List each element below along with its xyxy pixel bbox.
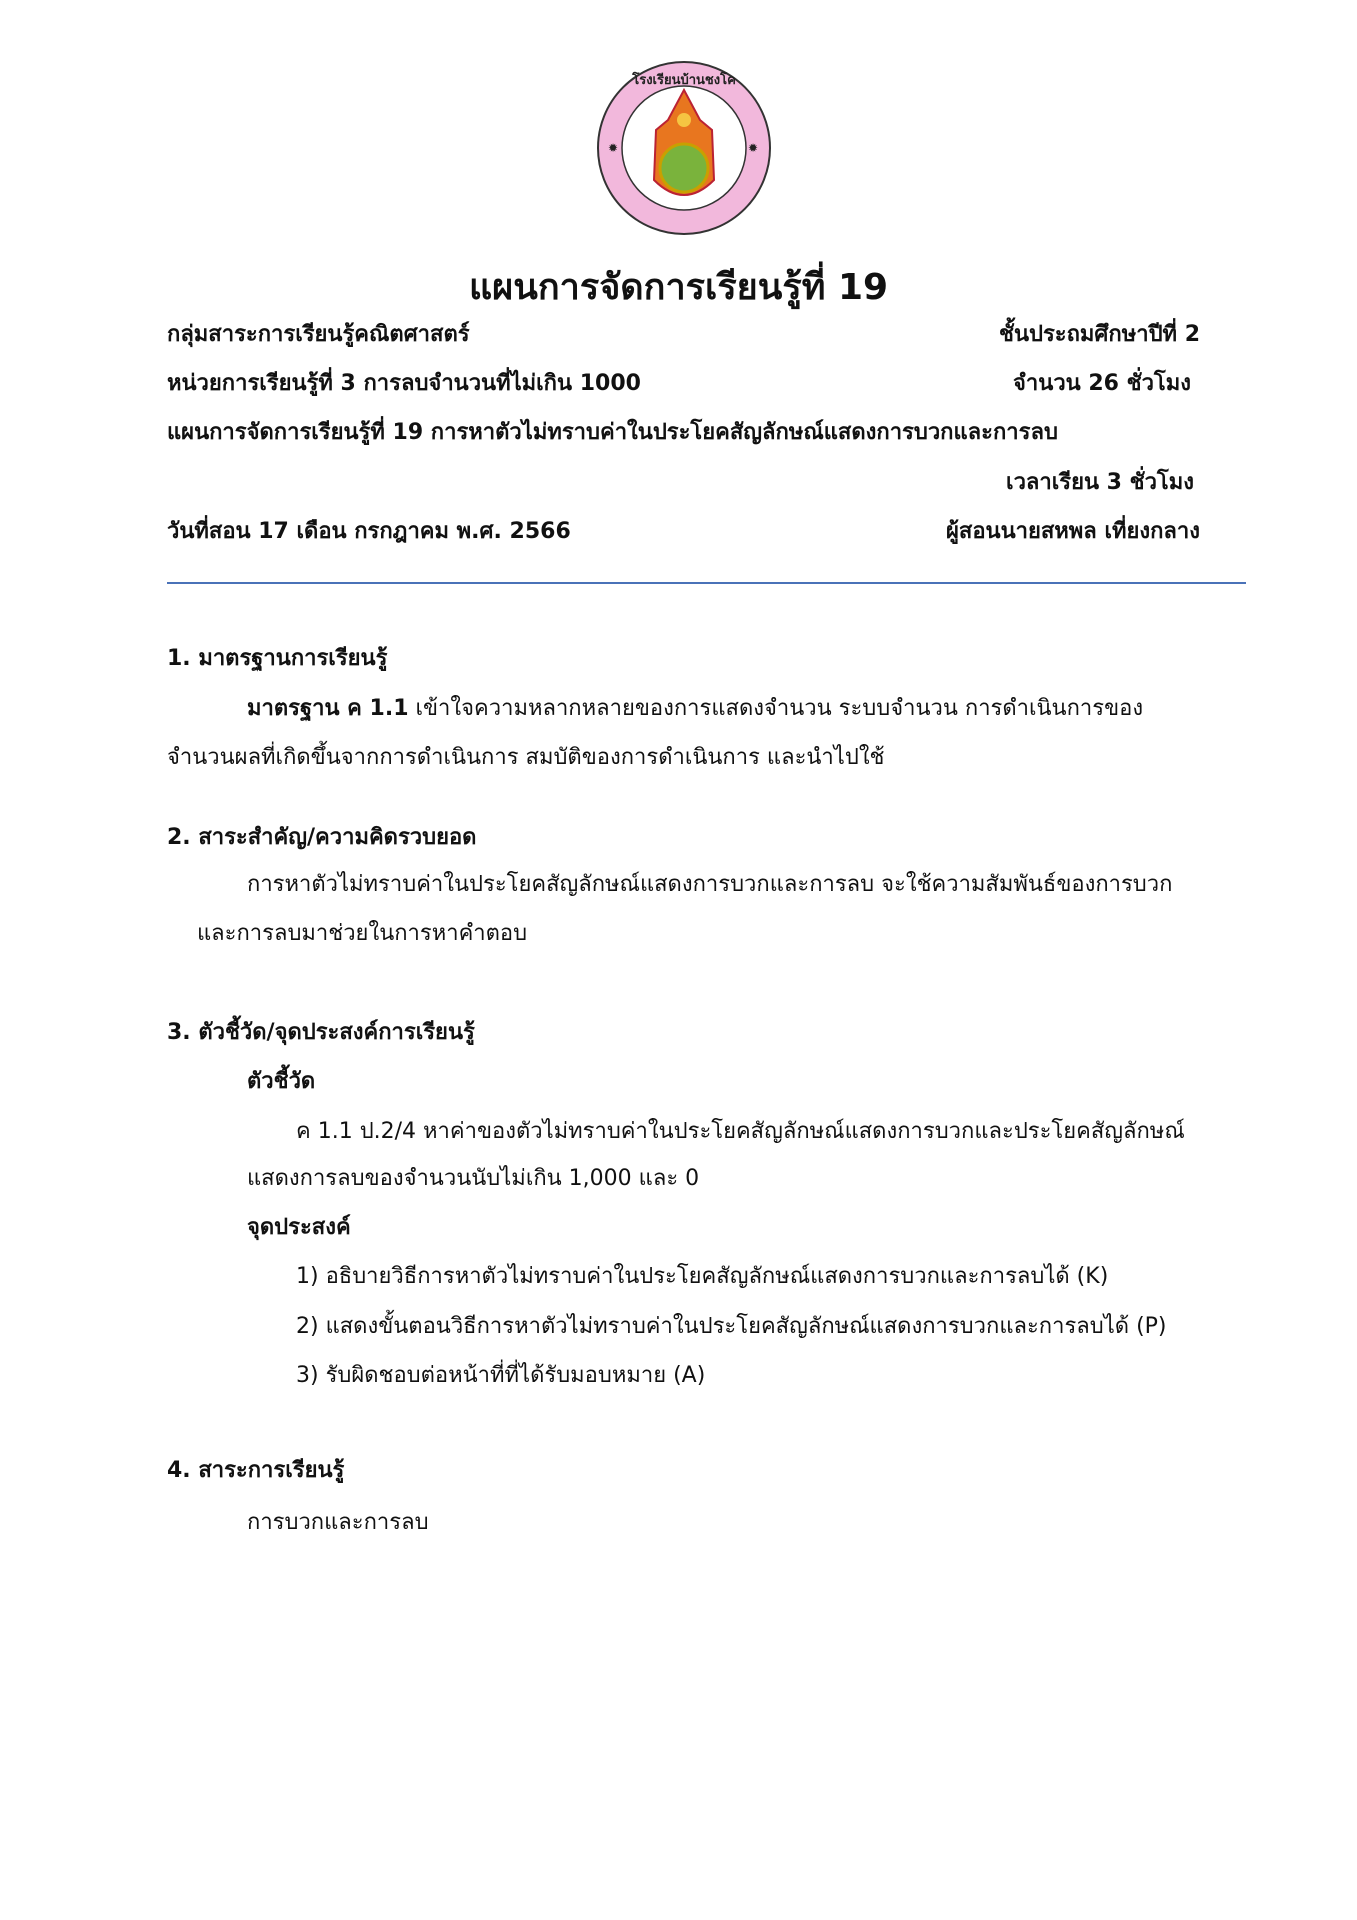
section-heading: 2. สาระสำคัญ/ความคิดรวบยอด xyxy=(167,825,477,850)
teaching-date: วันที่สอน 17 เดือน กรกฎาคม พ.ศ. 2566 xyxy=(167,519,571,544)
subheading: จุดประสงค์ xyxy=(247,1215,351,1240)
objective-item: 2) แสดงขั้นตอนวิธีการหาตัวไม่ทราบค่าในประโยคสัญลักษณ์แสดงการบวกและการลบได้ (P) xyxy=(296,1314,1167,1339)
unit: หน่วยการเรียนรู้ที่ 3 การลบจำนวนที่ไม่เกิน 1000 xyxy=(167,371,641,396)
standard-text: จำนวนผลที่เกิดขึ้นจากการดำเนินการ สมบัติของการดำเนินการ และนำไปใช้ xyxy=(167,745,885,770)
objective-item: 1) อธิบายวิธีการหาตัวไม่ทราบค่าในประโยคสัญลักษณ์แสดงการบวกและการลบได้ (K) xyxy=(296,1264,1109,1289)
concept-text: และการลบมาช่วยในการหาคำตอบ xyxy=(197,921,528,946)
unit-hours: จำนวน 26 ชั่วโมง xyxy=(1013,371,1191,396)
concept-text: การหาตัวไม่ทราบค่าในประโยคสัญลักษณ์แสดงการบวกและการลบ จะใช้ความสัมพันธ์ของการบวก xyxy=(247,872,1173,897)
section-heading: 1. มาตรฐานการเรียนรู้ xyxy=(167,646,388,671)
teacher: ผู้สอนนายสหพล เที่ยงกลาง xyxy=(946,519,1200,544)
page-title: แผนการจัดการเรียนรู้ที่ 19 xyxy=(468,267,889,308)
plan-title: แผนการจัดการเรียนรู้ที่ 19 การหาตัวไม่ทราบค่าในประโยคสัญลักษณ์แสดงการบวกและการลบ xyxy=(167,420,1058,445)
svg-text:โรงเรียนบ้านชงโค: โรงเรียนบ้านชงโค xyxy=(632,73,736,88)
subject-group: กลุ่มสาระการเรียนรู้คณิตศาสตร์ xyxy=(167,322,470,347)
indicator-text: แสดงการลบของจำนวนนับไม่เกิน 1,000 และ 0 xyxy=(247,1166,700,1191)
indicator-text: ค 1.1 ป.2/4 หาค่าของตัวไม่ทราบค่าในประโยคสัญลักษณ์แสดงการบวกและประโยคสัญลักษณ์ xyxy=(296,1119,1185,1144)
standard-line xyxy=(247,694,1143,724)
standard-label: มาตรฐาน ค 1.1 xyxy=(247,696,409,721)
subheading: ตัวชี้วัด xyxy=(247,1069,316,1094)
svg-text:✹: ✹ xyxy=(748,141,759,155)
svg-text:✹: ✹ xyxy=(608,141,619,155)
standard-text: เข้าใจความหลากหลายของการแสดงจำนวน ระบบจำนวน การดำเนินการของ xyxy=(408,696,1144,721)
school-logo xyxy=(596,60,772,236)
section-heading: 3. ตัวชี้วัด/จุดประสงค์การเรียนรู้ xyxy=(167,1020,475,1045)
divider xyxy=(167,582,1246,584)
objective-item: 3) รับผิดชอบต่อหน้าที่ที่ได้รับมอบหมาย (A) xyxy=(296,1363,706,1388)
section-heading: 4. สาระการเรียนรู้ xyxy=(167,1458,345,1483)
content-text: การบวกและการลบ xyxy=(247,1510,429,1535)
plan-hours: เวลาเรียน 3 ชั่วโมง xyxy=(1006,470,1194,495)
grade-level: ชั้นประถมศึกษาปีที่ 2 xyxy=(999,322,1200,347)
